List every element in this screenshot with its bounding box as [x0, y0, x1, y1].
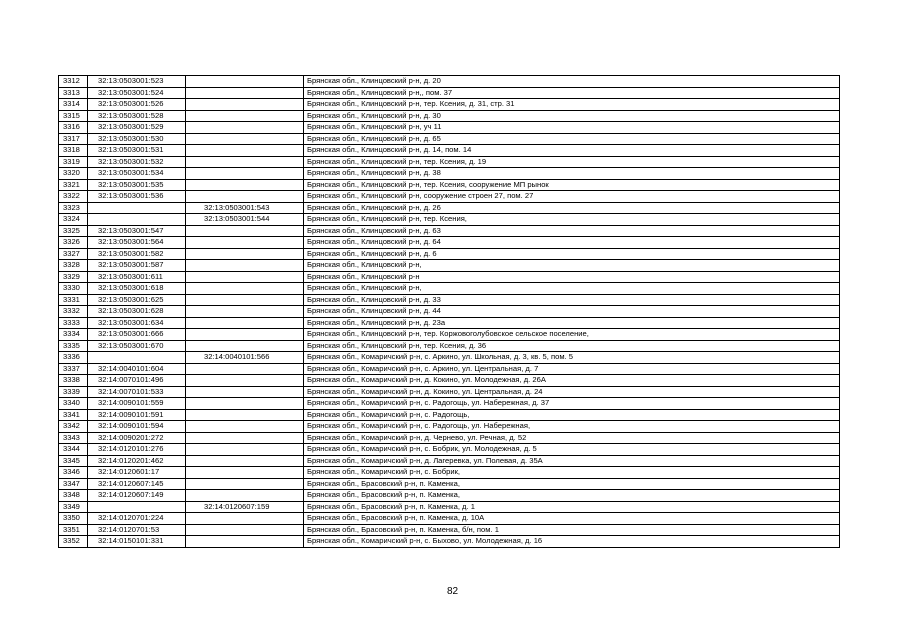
cadastral-number-alt-cell	[186, 329, 304, 341]
address-cell: Брянская обл., Комаричский р-н, д. Кокино, ул. Центральная, д. 24	[304, 386, 840, 398]
cadastral-number-alt-cell	[186, 409, 304, 421]
table-row	[59, 524, 840, 536]
address-cell: Брянская обл., Клинцовский р-н,	[304, 283, 840, 295]
address-cell: Брянская обл., Брасовский р-н, п. Каменка,	[304, 490, 840, 502]
cadastral-number-cell: 32:14:0120607:145	[88, 478, 186, 490]
address-cell: Брянская обл., Комаричский р-н, с. Радогощь, ул. Набережная, д. 37	[304, 398, 840, 410]
cadastral-number-cell: 32:13:0503001:628	[88, 306, 186, 318]
registry-table-body	[59, 76, 840, 548]
table-row	[59, 225, 840, 237]
cadastral-number-alt-cell	[186, 478, 304, 490]
cadastral-number-cell: 32:13:0503001:547	[88, 225, 186, 237]
cadastral-number-alt-cell	[186, 317, 304, 329]
page-number: 82	[446, 586, 459, 597]
cadastral-number-cell: 32:13:0503001:532	[88, 156, 186, 168]
row-number-cell: 3317	[59, 133, 88, 145]
cadastral-number-cell: 32:13:0503001:670	[88, 340, 186, 352]
address-cell: Брянская обл., Клинцовский р-н, уч 11	[304, 122, 840, 134]
cadastral-number-cell: 32:13:0503001:634	[88, 317, 186, 329]
cadastral-number-alt-cell	[186, 444, 304, 456]
cadastral-number-alt-cell	[186, 133, 304, 145]
row-number-cell: 3334	[59, 329, 88, 341]
address-cell: Брянская обл., Клинцовский р-н, д. 6	[304, 248, 840, 260]
address-cell: Брянская обл., Брасовский р-н, п. Каменка, б/н, пом. 1	[304, 524, 840, 536]
cadastral-number-cell: 32:14:0040101:604	[88, 363, 186, 375]
cadastral-number-cell: 32:13:0503001:587	[88, 260, 186, 272]
cadastral-number-cell: 32:14:0120601:17	[88, 467, 186, 479]
cadastral-number-cell: 32:14:0120701:224	[88, 513, 186, 525]
address-cell: Брянская обл., Клинцовский р-н, д. 38	[304, 168, 840, 180]
cadastral-number-cell	[88, 501, 186, 513]
table-row	[59, 409, 840, 421]
row-number-cell: 3327	[59, 248, 88, 260]
address-cell: Брянская обл., Клинцовский р-н, тер. Ксения, д. 31, стр. 31	[304, 99, 840, 111]
cadastral-number-alt-cell	[186, 421, 304, 433]
row-number-cell: 3339	[59, 386, 88, 398]
cadastral-number-cell: 32:13:0503001:618	[88, 283, 186, 295]
address-cell: Брянская обл., Комаричский р-н, д. Лагеревка, ул. Полевая, д. 35А	[304, 455, 840, 467]
table-row	[59, 455, 840, 467]
cadastral-number-alt-cell	[186, 76, 304, 88]
cadastral-number-alt-cell	[186, 386, 304, 398]
row-number-cell: 3324	[59, 214, 88, 226]
cadastral-number-cell: 32:13:0503001:535	[88, 179, 186, 191]
row-number-cell: 3340	[59, 398, 88, 410]
address-cell: Брянская обл., Брасовский р-н, п. Каменка,	[304, 478, 840, 490]
row-number-cell: 3321	[59, 179, 88, 191]
cadastral-number-cell: 32:13:0503001:528	[88, 110, 186, 122]
address-cell: Брянская обл., Комаричский р-н, д. Чернево, ул. Речная, д. 52	[304, 432, 840, 444]
registry-table-container	[58, 75, 839, 548]
row-number-cell: 3336	[59, 352, 88, 364]
cadastral-number-alt-cell	[186, 536, 304, 548]
table-row	[59, 478, 840, 490]
table-row	[59, 421, 840, 433]
row-number-cell: 3330	[59, 283, 88, 295]
row-number-cell: 3349	[59, 501, 88, 513]
cadastral-number-cell: 32:13:0503001:625	[88, 294, 186, 306]
row-number-cell: 3341	[59, 409, 88, 421]
cadastral-number-alt-cell	[186, 179, 304, 191]
address-cell: Брянская обл., Брасовский р-н, п. Каменка, д. 1	[304, 501, 840, 513]
address-cell: Брянская обл., Клинцовский р-н	[304, 271, 840, 283]
cadastral-number-alt-cell	[186, 432, 304, 444]
table-row	[59, 363, 840, 375]
table-row	[59, 352, 840, 364]
table-row	[59, 490, 840, 502]
cadastral-number-cell: 32:14:0120701:53	[88, 524, 186, 536]
cadastral-number-alt-cell: 32:14:0040101:566	[186, 352, 304, 364]
cadastral-number-cell: 32:13:0503001:666	[88, 329, 186, 341]
cadastral-number-cell	[88, 352, 186, 364]
cadastral-number-cell: 32:14:0120607:149	[88, 490, 186, 502]
cadastral-number-cell: 32:14:0120201:462	[88, 455, 186, 467]
row-number-cell: 3342	[59, 421, 88, 433]
cadastral-number-alt-cell	[186, 237, 304, 249]
cadastral-number-alt-cell	[186, 363, 304, 375]
table-row	[59, 168, 840, 180]
cadastral-number-alt-cell	[186, 168, 304, 180]
table-row	[59, 283, 840, 295]
table-row	[59, 202, 840, 214]
table-row	[59, 133, 840, 145]
table-row	[59, 179, 840, 191]
table-row	[59, 248, 840, 260]
row-number-cell: 3343	[59, 432, 88, 444]
cadastral-number-cell: 32:13:0503001:611	[88, 271, 186, 283]
table-row	[59, 260, 840, 272]
row-number-cell: 3316	[59, 122, 88, 134]
registry-table	[58, 75, 840, 548]
table-row	[59, 214, 840, 226]
cadastral-number-cell: 32:13:0503001:530	[88, 133, 186, 145]
row-number-cell: 3314	[59, 99, 88, 111]
row-number-cell: 3329	[59, 271, 88, 283]
table-row	[59, 271, 840, 283]
row-number-cell: 3312	[59, 76, 88, 88]
table-row	[59, 317, 840, 329]
table-row	[59, 375, 840, 387]
address-cell: Брянская обл., Клинцовский р-н, д. 63	[304, 225, 840, 237]
address-cell: Брянская обл., Клинцовский р-н, д. 64	[304, 237, 840, 249]
row-number-cell: 3328	[59, 260, 88, 272]
cadastral-number-cell: 32:14:0090101:591	[88, 409, 186, 421]
table-row	[59, 156, 840, 168]
cadastral-number-cell: 32:13:0503001:536	[88, 191, 186, 203]
cadastral-number-alt-cell	[186, 156, 304, 168]
address-cell: Брянская обл., Клинцовский р-н, тер. Ксения, сооружение МП рынок	[304, 179, 840, 191]
cadastral-number-alt-cell	[186, 260, 304, 272]
address-cell: Брянская обл., Клинцовский р-н, тер. Ксения, д. 19	[304, 156, 840, 168]
row-number-cell: 3315	[59, 110, 88, 122]
row-number-cell: 3333	[59, 317, 88, 329]
address-cell: Брянская обл., Клинцовский р-н, д. 26	[304, 202, 840, 214]
address-cell: Брянская обл., Клинцовский р-н, д. 23а	[304, 317, 840, 329]
table-row	[59, 76, 840, 88]
row-number-cell: 3331	[59, 294, 88, 306]
cadastral-number-alt-cell	[186, 340, 304, 352]
cadastral-number-alt-cell	[186, 524, 304, 536]
address-cell: Брянская обл., Комаричский р-н, с. Радогощь,	[304, 409, 840, 421]
cadastral-number-alt-cell	[186, 248, 304, 260]
address-cell: Брянская обл., Клинцовский р-н,	[304, 260, 840, 272]
cadastral-number-alt-cell	[186, 467, 304, 479]
cadastral-number-cell: 32:14:0070101:496	[88, 375, 186, 387]
table-row	[59, 329, 840, 341]
table-row	[59, 467, 840, 479]
table-row	[59, 237, 840, 249]
cadastral-number-alt-cell	[186, 110, 304, 122]
address-cell: Брянская обл., Комаричский р-н, с. Аркино, ул. Центральная, д. 7	[304, 363, 840, 375]
row-number-cell: 3337	[59, 363, 88, 375]
row-number-cell: 3345	[59, 455, 88, 467]
cadastral-number-cell: 32:13:0503001:582	[88, 248, 186, 260]
cadastral-number-cell: 32:13:0503001:526	[88, 99, 186, 111]
cadastral-number-cell: 32:13:0503001:564	[88, 237, 186, 249]
address-cell: Брянская обл., Клинцовский р-н, тер. Коржовоголубовское сельское поселение,	[304, 329, 840, 341]
table-row	[59, 386, 840, 398]
table-row	[59, 110, 840, 122]
table-row	[59, 122, 840, 134]
row-number-cell: 3347	[59, 478, 88, 490]
cadastral-number-alt-cell	[186, 271, 304, 283]
row-number-cell: 3322	[59, 191, 88, 203]
table-row	[59, 306, 840, 318]
address-cell: Брянская обл., Комаричский р-н, с. Бобрик, ул. Молодежная, д. 5	[304, 444, 840, 456]
table-row	[59, 87, 840, 99]
row-number-cell: 3319	[59, 156, 88, 168]
address-cell: Брянская обл., Клинцовский р-н, сооружение строен 27, пом. 27	[304, 191, 840, 203]
table-row	[59, 340, 840, 352]
cadastral-number-cell: 32:13:0503001:531	[88, 145, 186, 157]
address-cell: Брянская обл., Комаричский р-н, с. Быхово, ул. Молодежная, д. 16	[304, 536, 840, 548]
address-cell: Брянская обл., Клинцовский р-н, д. 20	[304, 76, 840, 88]
cadastral-number-alt-cell	[186, 191, 304, 203]
row-number-cell: 3325	[59, 225, 88, 237]
cadastral-number-alt-cell	[186, 294, 304, 306]
table-row	[59, 294, 840, 306]
address-cell: Брянская обл., Клинцовский р-н, д. 65	[304, 133, 840, 145]
address-cell: Брянская обл., Комаричский р-н, с. Бобрик,	[304, 467, 840, 479]
row-number-cell: 3313	[59, 87, 88, 99]
address-cell: Брянская обл., Клинцовский р-н, д. 44	[304, 306, 840, 318]
address-cell: Брянская обл., Клинцовский р-н, тер. Ксения, д. 36	[304, 340, 840, 352]
cadastral-number-cell: 32:14:0090101:594	[88, 421, 186, 433]
address-cell: Брянская обл., Клинцовский р-н, тер. Ксения,	[304, 214, 840, 226]
cadastral-number-cell	[88, 202, 186, 214]
address-cell: Брянская обл., Комаричский р-н, д. Кокино, ул. Молодежная, д. 26А	[304, 375, 840, 387]
cadastral-number-cell: 32:13:0503001:534	[88, 168, 186, 180]
cadastral-number-alt-cell	[186, 398, 304, 410]
cadastral-number-cell: 32:14:0090101:559	[88, 398, 186, 410]
row-number-cell: 3344	[59, 444, 88, 456]
row-number-cell: 3326	[59, 237, 88, 249]
row-number-cell: 3338	[59, 375, 88, 387]
cadastral-number-cell: 32:13:0503001:529	[88, 122, 186, 134]
cadastral-number-alt-cell	[186, 87, 304, 99]
cadastral-number-alt-cell: 32:13:0503001:544	[186, 214, 304, 226]
table-row	[59, 99, 840, 111]
cadastral-number-cell: 32:14:0070101:533	[88, 386, 186, 398]
address-cell: Брянская обл., Клинцовский р-н, д. 14, пом. 14	[304, 145, 840, 157]
table-row	[59, 444, 840, 456]
cadastral-number-alt-cell	[186, 306, 304, 318]
row-number-cell: 3318	[59, 145, 88, 157]
table-row	[59, 191, 840, 203]
address-cell: Брянская обл., Клинцовский р-н, д. 30	[304, 110, 840, 122]
row-number-cell: 3335	[59, 340, 88, 352]
address-cell: Брянская обл., Клинцовский р-н,, пом. 37	[304, 87, 840, 99]
cadastral-number-cell: 32:13:0503001:523	[88, 76, 186, 88]
cadastral-number-alt-cell	[186, 99, 304, 111]
row-number-cell: 3352	[59, 536, 88, 548]
cadastral-number-alt-cell	[186, 145, 304, 157]
cadastral-number-alt-cell	[186, 122, 304, 134]
address-cell: Брянская обл., Комаричский р-н, с. Аркино, ул. Школьная, д. 3, кв. 5, пом. 5	[304, 352, 840, 364]
address-cell: Брянская обл., Клинцовский р-н, д. 33	[304, 294, 840, 306]
cadastral-number-cell: 32:14:0120101:276	[88, 444, 186, 456]
cadastral-number-alt-cell	[186, 513, 304, 525]
cadastral-number-alt-cell	[186, 455, 304, 467]
address-cell: Брянская обл., Брасовский р-н, п. Каменка, д. 10А	[304, 513, 840, 525]
cadastral-number-cell: 32:14:0090201:272	[88, 432, 186, 444]
table-row	[59, 145, 840, 157]
row-number-cell: 3346	[59, 467, 88, 479]
cadastral-number-alt-cell	[186, 283, 304, 295]
cadastral-number-alt-cell: 32:14:0120607:159	[186, 501, 304, 513]
cadastral-number-alt-cell	[186, 225, 304, 237]
row-number-cell: 3351	[59, 524, 88, 536]
cadastral-number-cell: 32:13:0503001:524	[88, 87, 186, 99]
row-number-cell: 3323	[59, 202, 88, 214]
cadastral-number-alt-cell: 32:13:0503001:543	[186, 202, 304, 214]
cadastral-number-alt-cell	[186, 375, 304, 387]
table-row	[59, 536, 840, 548]
row-number-cell: 3348	[59, 490, 88, 502]
cadastral-number-alt-cell	[186, 490, 304, 502]
table-row	[59, 432, 840, 444]
table-row	[59, 501, 840, 513]
address-cell: Брянская обл., Комаричский р-н, с. Радогощь, ул. Набережная,	[304, 421, 840, 433]
row-number-cell: 3332	[59, 306, 88, 318]
cadastral-number-cell	[88, 214, 186, 226]
cadastral-number-cell: 32:14:0150101:331	[88, 536, 186, 548]
table-row	[59, 398, 840, 410]
row-number-cell: 3350	[59, 513, 88, 525]
row-number-cell: 3320	[59, 168, 88, 180]
table-row	[59, 513, 840, 525]
